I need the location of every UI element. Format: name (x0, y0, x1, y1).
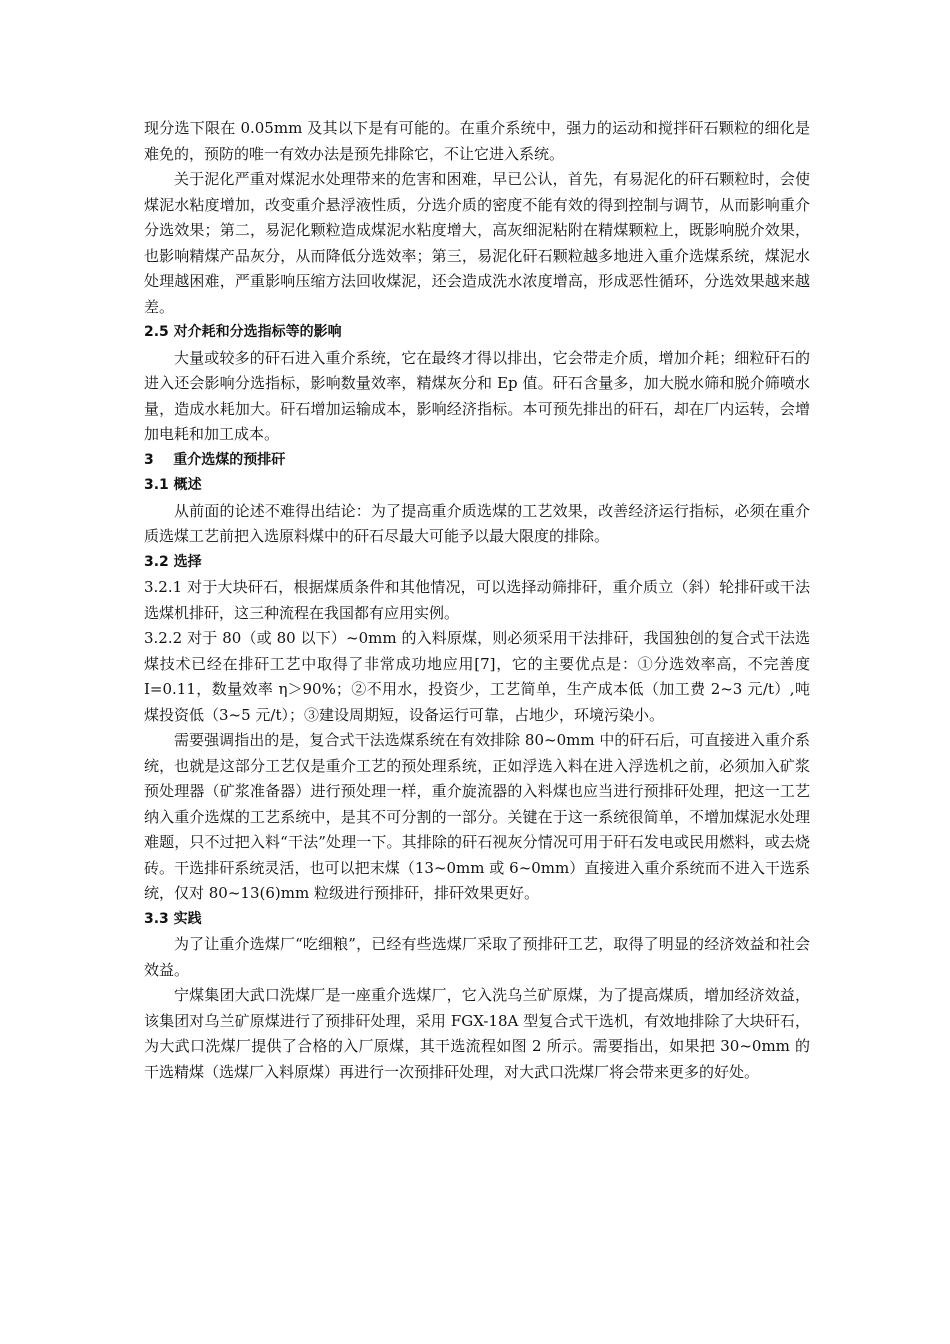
section-heading-2-5: 2.5 对介耗和分选指标等的影响 (144, 324, 342, 340)
paragraph: 为了让重介选煤厂“吃细粮”，已经有些选煤厂采取了预排矸工艺，取得了明显的经济效益和社会效益。 (144, 935, 810, 979)
paragraph: 需要强调指出的是，复合式干法选煤系统在有效排除 80~0mm 中的矸石后，可直接进入重介系统，也就是这部分工艺仅是重介工艺的预处理系统，正如浮选入料在进入浮选机之前，必须加入矿浆预处理器（矿浆准备器）进行预处理一样，重介旋流器的入料煤也应当进行预排矸处理，把这一工艺纳入重介选煤的工艺系统中，是其不可分割的一部分。关键在于这一系统很简单，不增加煤泥水处理难题，只不过把入料“干法”处理一下。其排除的矸石视灰分情况可用于矸石发电或民用燃料，或去烧砖。干选排矸系统灵活，也可以把末煤（13~0mm 或 6~0mm）直接进入重介系统而不进入干选系统，仅对 80~13(6)mm 粒级进行预排矸，排矸效果更好。 (144, 731, 810, 902)
paragraph: 大量或较多的矸石进入重介系统，它在最终才得以排出，它会带走介质，增加介耗；细粒矸石的进入还会影响分选指标，影响数量效率，精煤灰分和 Ep 值。矸石含量多，加大脱水筛和脱介筛喷水量，造成水耗加大。矸石增加运输成本，影响经济指标。本可预先排出的矸石，却在厂内运转，会增加电耗和加工成本。 (144, 348, 810, 443)
section-heading-3-2: 3.2 选择 (144, 553, 202, 570)
section-heading-3: 3 重介选煤的预排矸 (144, 451, 286, 468)
paragraph: 现分选下限在 0.05mm 及其以下是有可能的。在重介系统中，强力的运动和搅拌矸石颗粒的细化是难免的，预防的唯一有效办法是预先排除它，不让它进入系统。 (144, 119, 810, 163)
section-heading-3-3: 3.3 实践 (144, 910, 202, 927)
document-page (144, 116, 810, 1085)
paragraph: 3.2.2 对于 80（或 80 以下）~0mm 的入料原煤，则必须采用干法排矸，我国独创的复合式干法选煤技术已经在排矸工艺中取得了非常成功地应用[7]，它的主要优点是：①分选效率高，不完善度 I=0.11，数量效率 η＞90%；②不用水，投资少，工艺简单，生产成本低（加工费 2~3 元/t）,吨煤投资低（3~5 元/t）；③建设周期短，设备运行可靠，占地少，环境污染小。 (144, 629, 810, 724)
section-heading-3-1: 3.1 概述 (144, 477, 202, 493)
paragraph: 3.2.1 对于大块矸石，根据煤质条件和其他情况，可以选择动筛排矸，重介质立（斜）轮排矸或干法选煤机排矸，这三种流程在我国都有应用实例。 (144, 578, 810, 622)
paragraph: 关于泥化严重对煤泥水处理带来的危害和困难，早已公认，首先，有易泥化的矸石颗粒时，会使煤泥水粘度增加，改变重介悬浮液性质，分选介质的密度不能有效的得到控制与调节，从而影响重介分选效果；第二，易泥化颗粒造成煤泥水粘度增大，高灰细泥粘附在精煤颗粒上，既影响脱介效果，也影响精煤产品灰分，从而降低分选效率；第三，易泥化矸石颗粒越多地进入重介选煤系统，煤泥水处理越困难，严重影响压缩方法回收煤泥，还会造成洗水浓度增高，形成恶性循环，分选效果越来越差。 (144, 170, 810, 316)
paragraph: 宁煤集团大武口洗煤厂是一座重介选煤厂，它入洗乌兰矿原煤，为了提高煤质，增加经济效益，该集团对乌兰矿原煤进行了预排矸处理，采用 FGX-18A 型复合式干选机，有效地排除了大块矸石，为大武口洗煤厂提供了合格的入厂原煤，其干选流程如图 2 所示。需要指出，如果把 30~0mm 的干选精煤（选煤厂入料原煤）再进行一次预排矸处理，对大武口洗煤厂将会带来更多的好处。 (144, 986, 810, 1081)
paragraph: 从前面的论述不难得出结论：为了提高重介质选煤的工艺效果，改善经济运行指标，必须在重介质选煤工艺前把入选原料煤中的矸石尽最大可能予以最大限度的排除。 (144, 501, 810, 545)
